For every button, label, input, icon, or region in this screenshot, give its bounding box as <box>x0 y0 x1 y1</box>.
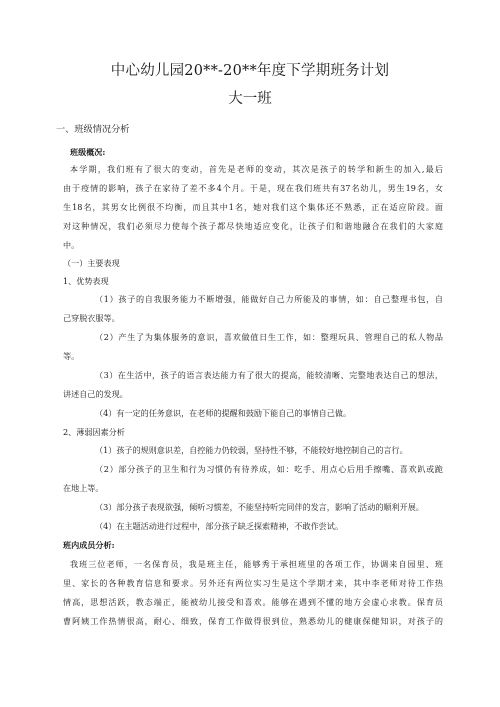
paragraph-line: 中。 <box>63 240 80 250</box>
list-item: 等。 <box>63 351 80 361</box>
subsection-main-performance: （一）主要表现 <box>63 258 120 268</box>
list-item: （1）孩子的规则意识差，自控能力仍较弱，坚持性不够，不能较好地控制自己的言行。 <box>95 445 408 455</box>
paragraph-line: 生18名，其男女比例很不均衡，而且其中1名，她对我们这个集体还不熟悉，正在适应阶段。面 <box>63 202 443 212</box>
strengths-heading: 1、优势表现 <box>63 276 109 286</box>
paragraph-line: 由于疫情的影响，孩子在家待了差不多4个月。于是，现在我们班共有37名幼儿，男生19名，女 <box>63 183 443 193</box>
list-item: （4）有一定的任务意识，在老师的提醒和鼓励下能自己的事情自己做。 <box>95 408 352 418</box>
list-item: （3）在生活中，孩子的语言表达能力有了很大的提高，能较清晰、完整地表达自己的想法， <box>95 370 443 380</box>
list-item: （4）在主题活动进行过程中，部分孩子缺乏探索精神，不敢作尝试。 <box>95 521 343 531</box>
list-item: 讲述自己的发现。 <box>63 389 128 399</box>
list-item: （2）产生了为集体服务的意识，喜欢做值日生工作，如：整理玩具、管理自己的私人物品 <box>95 332 443 342</box>
paragraph-line: 我班三位老师，一名保育员，我是班主任，能够秀于承担班里的各项工作，协调来自园里、班 <box>70 559 443 569</box>
paragraph-line: 里、家长的各种教育信息和要求。另外还有两位实习生是这个学期才来，其中李老师对待工作热 <box>63 578 443 588</box>
list-item: 在地上等。 <box>63 483 104 493</box>
paragraph-line: 对这种情况，我们必须尽力使每个孩子都尽快地适应变化，让孩子们和谐地融合在我们的大家庭 <box>63 221 443 231</box>
members-heading: 班内成员分析: <box>63 540 115 550</box>
overview-label: 班级概况: <box>70 147 106 157</box>
weakness-heading: 2、薄弱因素分析 <box>63 427 125 437</box>
document-title: 中心幼儿园20**-20**年度下学期班务计划 <box>110 63 390 79</box>
list-item: 己穿脱衣服等。 <box>63 313 120 323</box>
document-subtitle: 大一班 <box>228 91 272 107</box>
list-item: （3）部分孩子表现欲强，倾听习惯差，不能坚持听完同伴的发言，影响了活动的顺利开展。 <box>95 502 424 512</box>
list-item: （1）孩子的自我服务能力不断增强，能做好自己力所能及的事情，如：自己整理书包，自 <box>95 294 443 304</box>
paragraph-line: 曹阿姨工作热情很高，耐心、细致，保育工作做得很到位，熟悉幼儿的健康保健知识，对孩子的 <box>63 616 443 626</box>
paragraph-line: 本学期，我们班有了很大的变动，首先是老师的变动，其次是孩子的转学和新生的加入,最后 <box>70 164 443 174</box>
list-item: （2）部分孩子的卫生和行为习惯仍有待养成，如：吃手、用点心后用手擦嘴、喜欢趴或跪 <box>95 464 443 474</box>
paragraph-line: 情高，思想活跃，教态端正，能被幼儿接受和喜欢。能够在遇到不懂的地方会虚心求教。保育员 <box>63 597 443 607</box>
section-heading-class-analysis: 一、班级情况分析 <box>56 124 130 135</box>
